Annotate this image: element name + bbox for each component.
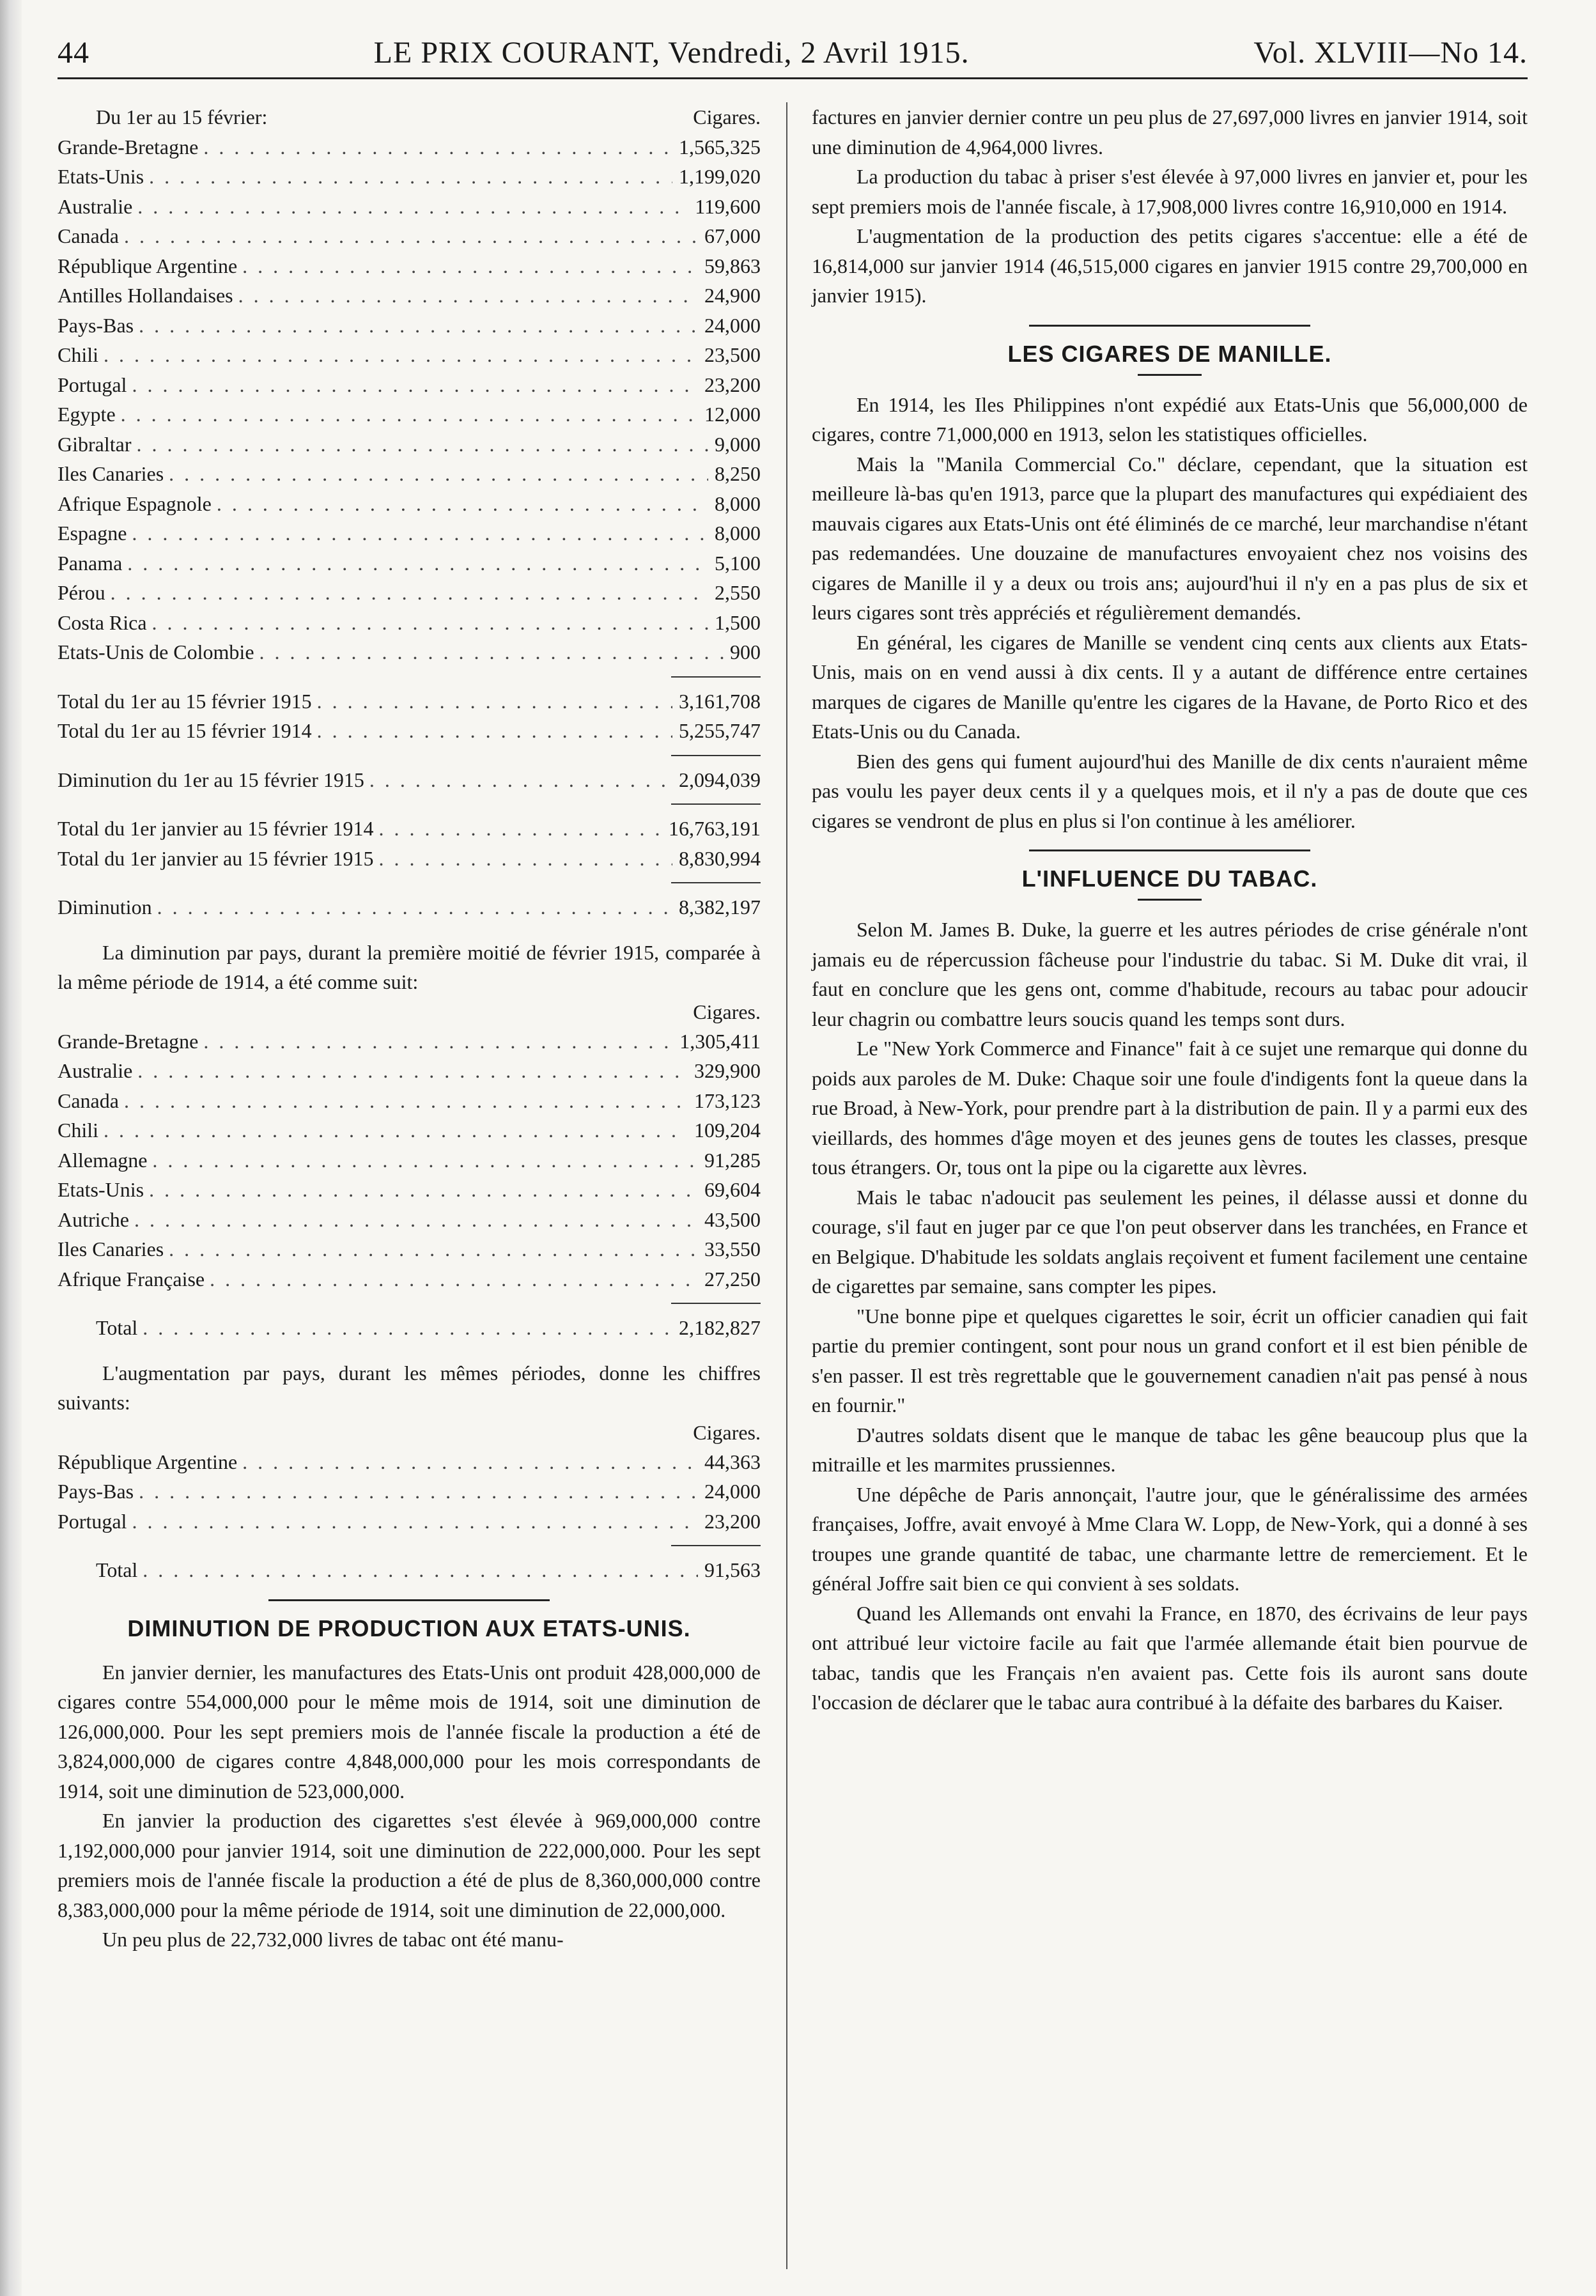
table-row: Espagne . . . 8,000 xyxy=(58,518,761,548)
page-number: 44 xyxy=(58,36,89,70)
total-row: Total du 1er au 15 février 1915 . . . 3,161,708 xyxy=(58,686,761,717)
table-row: Iles Canaries . . . 33,550 xyxy=(58,1234,761,1264)
paragraph-diminution: La diminution par pays, durant la première moitié de février 1915, comparée à la même période de 1914, a été comme suit: xyxy=(58,940,761,993)
article-paragraph: Un peu plus de 22,732,000 livres de tabac ont été manu- xyxy=(102,1928,564,1951)
header-rule xyxy=(58,77,1528,79)
sum-rule xyxy=(671,755,761,756)
table-row: Chili . . . 23,500 xyxy=(58,340,761,370)
table-row: Etats-Unis de Colombie . . . 900 xyxy=(58,637,761,667)
article-title-influence: L'INFLUENCE DU TABAC. xyxy=(1021,865,1318,892)
table-row: Grande-Bretagne . . . 1,305,411 xyxy=(58,1027,761,1057)
paragraph-augmentation: L'augmentation par pays, durant les mêmes périodes, donne les chiffres suivants: xyxy=(58,1361,761,1414)
table-row: Gibraltar . . . 9,000 xyxy=(58,430,761,460)
article-paragraph: Le "New York Commerce and Finance" fait à ce sujet une remarque qui donne du poids aux paroles de M. Duke: Chaque soir une foule d'indigents font la queue dans la rue Broad, à New-York, pour prendre part à la distribution de pain. Il y a parmi eux des vieillards, des hommes d'âge moyen et des jeunes gens de toutes les classes, presque tous étrangers. Or, tous ont la pipe ou la cigarette aux lèvres. xyxy=(812,1037,1528,1179)
table-row: Australie . . . 119,600 xyxy=(58,192,761,222)
table-row: Autriche . . . 43,500 xyxy=(58,1205,761,1235)
table-row: Allemagne . . . 91,285 xyxy=(58,1145,761,1175)
article-paragraph: En janvier dernier, les manufactures des Etats-Unis ont produit 428,000,000 de cigares contre 554,000,000 pour le même mois de 1914, soit une diminution de 126,000,000. Pour les sept premiers mois de l'année fiscale la production a été de 3,824,000,000 de cigares contre 4,848,000,000 pour les mois correspondants de 1914, soit une diminution de 523,000,000. xyxy=(58,1660,761,1803)
table1-header xyxy=(58,102,761,132)
total-row: Total du 1er au 15 février 1914 . . . 5,255,747 xyxy=(58,716,761,746)
title-underline xyxy=(1138,899,1202,901)
article-paragraph: Mais le tabac n'adoucit pas seulement les peines, il délasse aussi et donne du courage, s'il faut en juger par ce que l'on peut observer dans les tranchées, en France et en Belgique. D'habitude les soldats anglais reçoivent et fument facilement une centaine de cigarettes par semaine, sans compter les pipes. xyxy=(812,1185,1528,1298)
table-row: Pays-Bas . . . 24,000 xyxy=(58,1477,761,1507)
article-paragraph: L'augmentation de la production des petits cigares s'accentue: elle a été de 16,814,000 sur janvier 1914 (46,515,000 cigares en janvier 1915 contre 29,700,000 en janvier 1915). xyxy=(812,224,1528,307)
section-rule xyxy=(268,1599,550,1601)
article-paragraph: factures en janvier dernier contre un peu plus de 27,697,000 livres en janvier 1914, soit une diminution de 4,964,000 livres. xyxy=(812,105,1528,159)
table2-unit: Cigares. xyxy=(693,1000,761,1023)
table-row: Portugal . . . 23,200 xyxy=(58,1507,761,1537)
table-row: République Argentine . . . 44,363 xyxy=(58,1447,761,1477)
sum-rule xyxy=(671,1303,761,1304)
article-paragraph: Selon M. James B. Duke, la guerre et les autres périodes de crise générale n'ont jamais eu de répercussion fâcheuse pour l'industrie du tabac. Si M. Duke dit vrai, il faut en conclure que les gens ont, comme d'habitude, recours au tabac pour adoucir leur chagrin ou combattre leurs soucis quand les temps sont durs. xyxy=(812,918,1528,1030)
article-title-manille: LES CIGARES DE MANILLE. xyxy=(1007,340,1332,367)
sum-rule xyxy=(671,1545,761,1546)
table-row: Australie . . . 329,900 xyxy=(58,1056,761,1086)
article-paragraph: En général, les cigares de Manille se vendent cinq cents aux clients aux Etats-Unis, mais on en vend aussi à dix cents. Il y a autant de différence entre certaines marques de cigares de Manille qu'entre les cigares de la Havane, de Porto Rico et des Etats-Unis ou du Canada. xyxy=(812,630,1528,743)
right-column xyxy=(812,102,1528,1718)
diminution-row: Diminution . . . 8,382,197 xyxy=(58,892,761,922)
article-paragraph: La production du tabac à priser s'est élevée à 97,000 livres en janvier et, pour les sept premiers mois de l'année fiscale, à 17,908,000 livres contre 16,910,000 en 1914. xyxy=(812,165,1528,218)
section-rule xyxy=(1029,325,1310,327)
total-row: Total du 1er janvier au 15 février 1915 . . . 8,830,994 xyxy=(58,844,761,874)
table-row: Canada . . . 67,000 xyxy=(58,221,761,251)
sum-rule xyxy=(671,882,761,883)
column-divider xyxy=(786,102,787,2269)
left-column xyxy=(58,102,761,1955)
table-row: Afrique Française . . . 27,250 xyxy=(58,1264,761,1294)
table-row: Iles Canaries . . . 8,250 xyxy=(58,459,761,489)
table3-rows xyxy=(58,1447,761,1537)
sum-rule xyxy=(671,803,761,805)
table1-unit: Cigares. xyxy=(693,105,761,128)
article-paragraph: Quand les Allemands ont envahi la France, en 1870, des écrivains de leur pays ont attribué leur victoire facile au fait que l'armée allemande était bien pourvue de tabac, tandis que les Français n'en avaient pas. Cette fois ils auront sans doute l'occasion de déclarer que le tabac aura contribué à la défaite des barbares du Kaiser. xyxy=(812,1601,1528,1714)
table-row: Chili . . . 109,204 xyxy=(58,1115,761,1145)
table-row: Costa Rica . . . 1,500 xyxy=(58,608,761,638)
table-row: Etats-Unis . . . 1,199,020 xyxy=(58,162,761,192)
article-paragraph: Une dépêche de Paris annonçait, l'autre jour, que le généralissime des armées françaises, Joffre, avait envoyé à Mme Clara W. Lopp, de New-York, qui a donné à ses troupes une grande quantité de tabac, une charmante lettre de remerciement. Et le général Joffre sait bien ce qui convient à ses soldats. xyxy=(812,1482,1528,1595)
table-row: Panama . . . 5,100 xyxy=(58,548,761,578)
article-paragraph: Mais la "Manila Commercial Co." déclare, cependant, que la situation est meilleure là-bas qu'en 1913, parce que la plupart des manufactures qui expédiaient des mauvais cigares aux Etats-Unis ont été éliminés de ce marché, leur marchandise n'étant pas redemandées. Une douzaine de manufactures envoyaient chez nos voisins des cigares de Manille il y a deux ou trois ans; aujourd'hui il n'y en a pas plus de six et leurs cigares sont très appréciés et régulièrement demandés. xyxy=(812,452,1528,624)
table-row: Portugal . . . 23,200 xyxy=(58,370,761,400)
table1-title: Du 1er au 15 février: xyxy=(96,105,268,128)
article-paragraph: D'autres soldats disent que le manque de tabac les gêne beaucoup plus que la mitraille et les marmites prussiennes. xyxy=(812,1423,1528,1476)
total-row: Total du 1er janvier au 15 février 1914 . . . 16,763,191 xyxy=(58,814,761,844)
table-row: République Argentine . . . 59,863 xyxy=(58,251,761,281)
page-header xyxy=(58,26,1528,70)
section-rule xyxy=(1029,849,1310,851)
article-paragraph: En 1914, les Iles Philippines n'ont expédié aux Etats-Unis que 56,000,000 de cigares, contre 71,000,000 en 1913, selon les statistiques officielles. xyxy=(812,392,1528,446)
article-paragraph: En janvier la production des cigarettes s'est élevée à 969,000,000 contre 1,192,000,000 pour janvier 1914, soit une diminution de 222,000,000. Pour les sept premiers mois de l'année fiscale la production a été de plus de 8,360,000,000 contre 8,383,000,000 pour la même période de 1914, soit une diminution de 22,000,000. xyxy=(58,1809,761,1921)
newspaper-page xyxy=(58,26,1528,2269)
volume-number: Vol. XLVIII—No 14. xyxy=(1253,36,1528,70)
total-row: Total . . . 2,182,827 xyxy=(58,1313,761,1343)
table-row: Pérou . . . 2,550 xyxy=(58,578,761,608)
table-row: Antilles Hollandaises . . . 24,900 xyxy=(58,281,761,311)
title-underline xyxy=(1138,374,1202,376)
table-row: Etats-Unis . . . 69,604 xyxy=(58,1175,761,1205)
article-title-production: DIMINUTION DE PRODUCTION AUX ETATS-UNIS. xyxy=(127,1615,691,1641)
article-paragraph: "Une bonne pipe et quelques cigarettes le soir, écrit un officier canadien qui fait partie du premier contingent, sont pour nous un grand confort et il est bien pénible de s'en passer. Il est très regrettable que le gouvernement canadien n'ait pas pensé à nous en fournir." xyxy=(812,1304,1528,1416)
table-row: Afrique Espagnole . . . 8,000 xyxy=(58,489,761,519)
table-row: Grande-Bretagne . . . 1,565,325 xyxy=(58,132,761,162)
table-row: Canada . . . 173,123 xyxy=(58,1086,761,1116)
table2-rows xyxy=(58,1027,761,1294)
table3-unit: Cigares. xyxy=(693,1420,761,1444)
table-row: Pays-Bas . . . 24,000 xyxy=(58,311,761,341)
table1-rows xyxy=(58,132,761,667)
total-row: Total . . . 91,563 xyxy=(58,1555,761,1585)
scan-edge xyxy=(0,0,22,2296)
sum-rule xyxy=(671,676,761,678)
table-row: Egypte . . . 12,000 xyxy=(58,399,761,430)
article-paragraph: Bien des gens qui fument aujourd'hui des Manille de dix cents n'auraient même pas voulu les payer deux cents il y a quelques mois, et il n'y a pas de doute que ces cigares se vendront de plus en plus si l'on continue à les améliorer. xyxy=(812,749,1528,832)
journal-title: LE PRIX COURANT, Vendredi, 2 Avril 1915. xyxy=(373,36,970,70)
diminution-row: Diminution du 1er au 15 février 1915 . . . 2,094,039 xyxy=(58,765,761,795)
